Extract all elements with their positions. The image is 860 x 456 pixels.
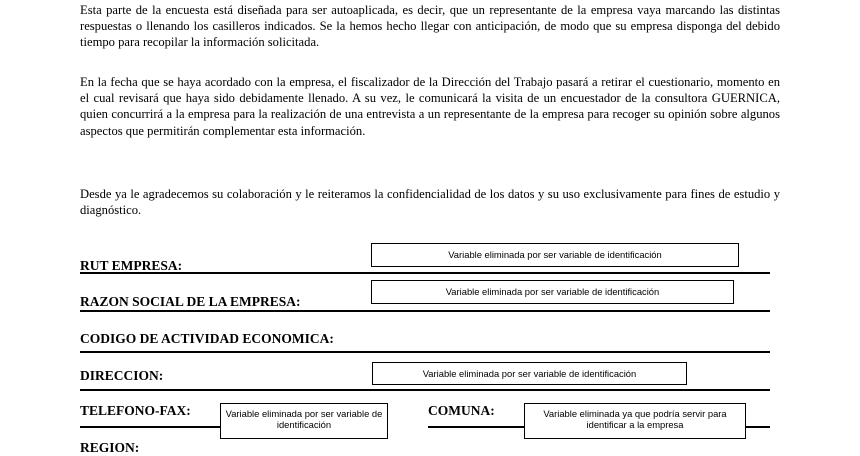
direccion-field[interactable]: Variable eliminada por ser variable de identificación (372, 362, 687, 385)
telefono-fax-field[interactable]: Variable eliminada por ser variable de identificación (220, 403, 388, 439)
rut-empresa-rule (80, 272, 770, 274)
rut-empresa-label: RUT EMPRESA: (80, 258, 183, 273)
codigo-actividad-rule (80, 351, 770, 353)
comuna-field[interactable]: Variable eliminada ya que podría servir para identificar a la empresa (524, 403, 746, 439)
razon-social-field[interactable]: Variable eliminada por ser variable de identificación (371, 280, 734, 304)
telefono-rule (80, 426, 220, 428)
codigo-actividad-label: CODIGO DE ACTIVIDAD ECONOMICA: (80, 331, 334, 346)
direccion-rule (80, 389, 770, 391)
intro-paragraph-3: Desde ya le agradecemos su colaboración y le reiteramos la confidencialidad de los datos y su uso exclusivamente para fines de estudio y diagnóstico. (80, 187, 780, 218)
razon-social-label: RAZON SOCIAL DE LA EMPRESA: (80, 294, 301, 309)
rut-empresa-field[interactable]: Variable eliminada por ser variable de identificación (371, 243, 739, 267)
comuna-rule-left (428, 426, 524, 428)
comuna-rule-right (746, 426, 770, 428)
comuna-label: COMUNA: (428, 403, 495, 418)
intro-paragraph-2: En la fecha que se haya acordado con la empresa, el fiscalizador de la Dirección del Trabajo pasará a retirar el cuestionario, momento en el cual revisará que haya sido debidamente llenado. A su vez, le comunicará la visita de un encuestador de la consultora GUERNICA, quien concurrirá a la empresa para la realización de una entrevista a un representante de la empresa para recoger su opinión sobre algunos aspectos que permitirán complementar esta información. (80, 75, 780, 138)
telefono-fax-label: TELEFONO-FAX: (80, 403, 191, 418)
intro-paragraph-1: Esta parte de la encuesta está diseñada para ser autoaplicada, es decir, que un representante de la empresa vaya marcando las distintas respuestas o llenando los casilleros indicados. Se la hemos hecho llegar con anticipación, de modo que su empresa disponga del debido tiempo para recopilar la información solicitada. (80, 3, 780, 50)
razon-social-rule (80, 310, 770, 312)
region-label: REGION: (80, 440, 140, 455)
direccion-label: DIRECCION: (80, 368, 164, 383)
